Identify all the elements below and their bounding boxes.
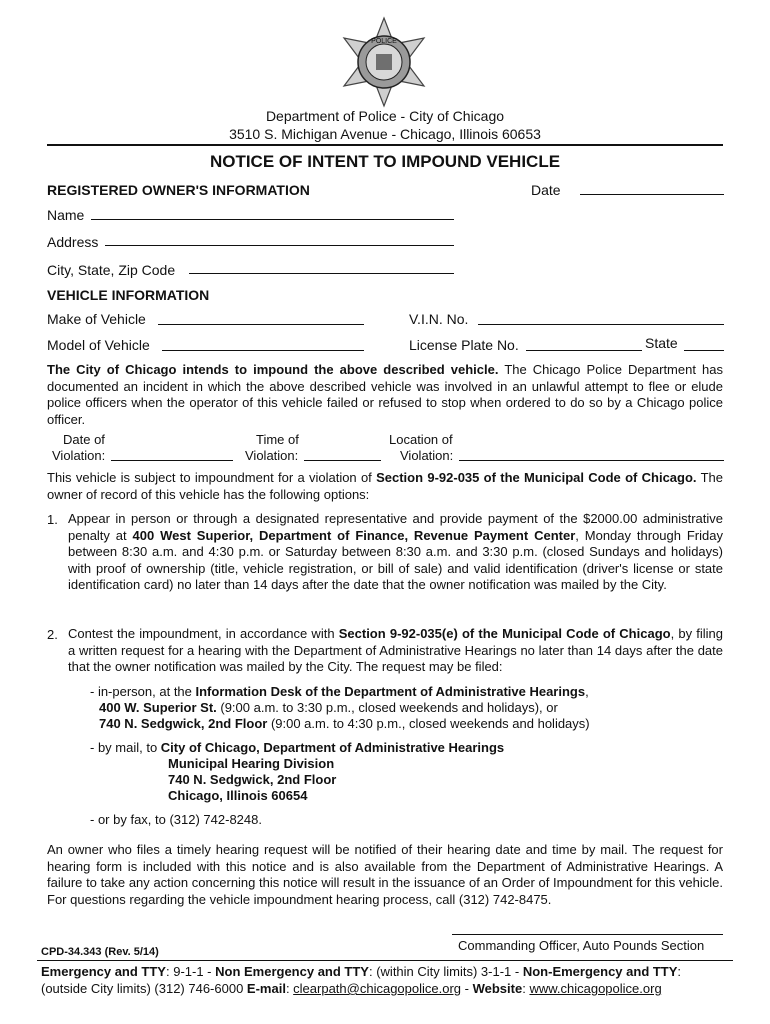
header-rule bbox=[47, 144, 723, 146]
license-plate-field[interactable] bbox=[526, 350, 642, 351]
bymail-line-3: 740 N. Sedgwick, 2nd Floor bbox=[168, 772, 337, 787]
violation-location-top: Location of bbox=[389, 432, 453, 447]
model-label: Model of Vehicle bbox=[47, 337, 150, 353]
option-2-number: 2. bbox=[47, 627, 58, 642]
police-star-seal bbox=[336, 16, 432, 108]
department-name: Department of Police - City of Chicago bbox=[265, 108, 505, 124]
website-link[interactable]: www.chicagopolice.org bbox=[529, 981, 662, 996]
vin-label: V.I.N. No. bbox=[409, 311, 469, 327]
subject-paragraph: This vehicle is subject to impoundment for a violation of Section 9-92-035 of the Municipal Code of Chicago. The owner of record of this vehicle has the following options: bbox=[47, 470, 723, 502]
signature-line[interactable] bbox=[452, 934, 723, 935]
make-label: Make of Vehicle bbox=[47, 311, 146, 327]
option-1-text: Appear in person or through a designated representative and provide payment of the $2000.00 administrative penalty at 400 West Superior, Department of Finance, Revenue Payment Center, Monday through Friday between 8:30 a.m. and 4:30 p.m. or Saturday between 8:30 a.m. and 3:30 p.m. (closed Sundays and holidays) with proof of ownership (title, vehicle registration, or bill of sale) and valid identification (driver's license or state identification card) no later than 14 days after the date that the owner notification was mailed by the City. bbox=[68, 511, 723, 592]
option-2-text: Contest the impoundment, in accordance with Section 9-92-035(e) of the Municipal Code of Chicago, by filing a written request for a hearing with the Department of Administrative Hearings no later than 14 days after the date that the owner notification was mailed by the City. The request may be filed: bbox=[68, 626, 723, 674]
license-plate-label: License Plate No. bbox=[409, 337, 519, 353]
address-label: Address bbox=[47, 234, 99, 250]
violation-date-bottom: Violation: bbox=[52, 448, 106, 463]
violation-time-field[interactable] bbox=[304, 460, 381, 461]
footer-rule bbox=[37, 960, 733, 961]
bymail-line-1: - by mail, to City of Chicago, Department of Administrative Hearings bbox=[90, 740, 505, 755]
bymail-line-2: Municipal Hearing Division bbox=[168, 756, 335, 771]
name-label: Name bbox=[47, 207, 85, 223]
city-state-zip-label: City, State, Zip Code bbox=[47, 262, 176, 278]
date-label: Date bbox=[531, 182, 561, 198]
state-label: State bbox=[645, 335, 678, 351]
address-field[interactable] bbox=[105, 245, 454, 246]
city-state-zip-field[interactable] bbox=[189, 273, 454, 274]
vin-field[interactable] bbox=[478, 324, 724, 325]
footer-line-1: Emergency and TTY: 9-1-1 - Non Emergency and TTY: (within City limits) 3-1-1 - Non-Emergency and TTY: bbox=[41, 964, 682, 979]
violation-time-bottom: Violation: bbox=[245, 448, 299, 463]
form-number: CPD-34.343 (Rev. 5/14) bbox=[41, 946, 159, 958]
bymail-line-4: Chicago, Illinois 60654 bbox=[168, 788, 308, 803]
department-address: 3510 S. Michigan Avenue - Chicago, Illinois 60653 bbox=[229, 126, 541, 142]
option-1-number: 1. bbox=[47, 512, 58, 527]
inperson-line-1: - in-person, at the Information Desk of the Department of Administrative Hearings, bbox=[90, 684, 589, 699]
violation-location-bottom: Violation: bbox=[400, 448, 454, 463]
inperson-line-3: 740 N. Sedgwick, 2nd Floor (9:00 a.m. to 4:30 p.m., closed weekends and holidays) bbox=[99, 716, 590, 731]
state-field[interactable] bbox=[684, 350, 724, 351]
model-field[interactable] bbox=[162, 350, 364, 351]
signature-label: Commanding Officer, Auto Pounds Section bbox=[458, 938, 705, 953]
closing-paragraph: An owner who files a timely hearing request will be notified of their hearing date and time by mail. The request for hearing form is included with this notice and is also available from the Department of Administrative Hearings. A failure to take any action concerning this notice will result in the issuance of an Order of Impoundment for this vehicle. For questions regarding the vehicle impoundment hearing process, call (312) 742-8475. bbox=[47, 842, 723, 907]
make-field[interactable] bbox=[158, 324, 364, 325]
seal-text: POLICE bbox=[371, 38, 397, 45]
violation-time-top: Time of bbox=[256, 432, 299, 447]
violation-location-field[interactable] bbox=[459, 460, 724, 461]
email-link[interactable]: clearpath@chicagopolice.org bbox=[293, 981, 462, 996]
byfax-line: - or by fax, to (312) 742-8248. bbox=[90, 812, 262, 827]
owner-section-heading: REGISTERED OWNER'S INFORMATION bbox=[47, 182, 310, 198]
vehicle-section-heading: VEHICLE INFORMATION bbox=[47, 287, 210, 303]
intent-paragraph: The City of Chicago intends to impound the above described vehicle. The Chicago Police Department has documented an incident in which the above described vehicle was involved in an unlawful attempt to flee or elude police officers when the operator of this vehicle failed or refused to stop when ordered to do so by a Chicago police officer. bbox=[47, 362, 723, 427]
footer-line-2: (outside City limits) (312) 746-6000 E-mail: clearpath@chicagopolice.org - Website: www.chicagopolice.org bbox=[41, 981, 662, 996]
page-title: NOTICE OF INTENT TO IMPOUND VEHICLE bbox=[209, 152, 561, 171]
name-field[interactable] bbox=[91, 219, 454, 220]
inperson-line-2: 400 W. Superior St. (9:00 a.m. to 3:30 p.m., closed weekends and holidays), or bbox=[99, 700, 558, 715]
date-field[interactable] bbox=[580, 194, 724, 195]
violation-date-field[interactable] bbox=[111, 460, 233, 461]
violation-date-top: Date of bbox=[63, 432, 105, 447]
